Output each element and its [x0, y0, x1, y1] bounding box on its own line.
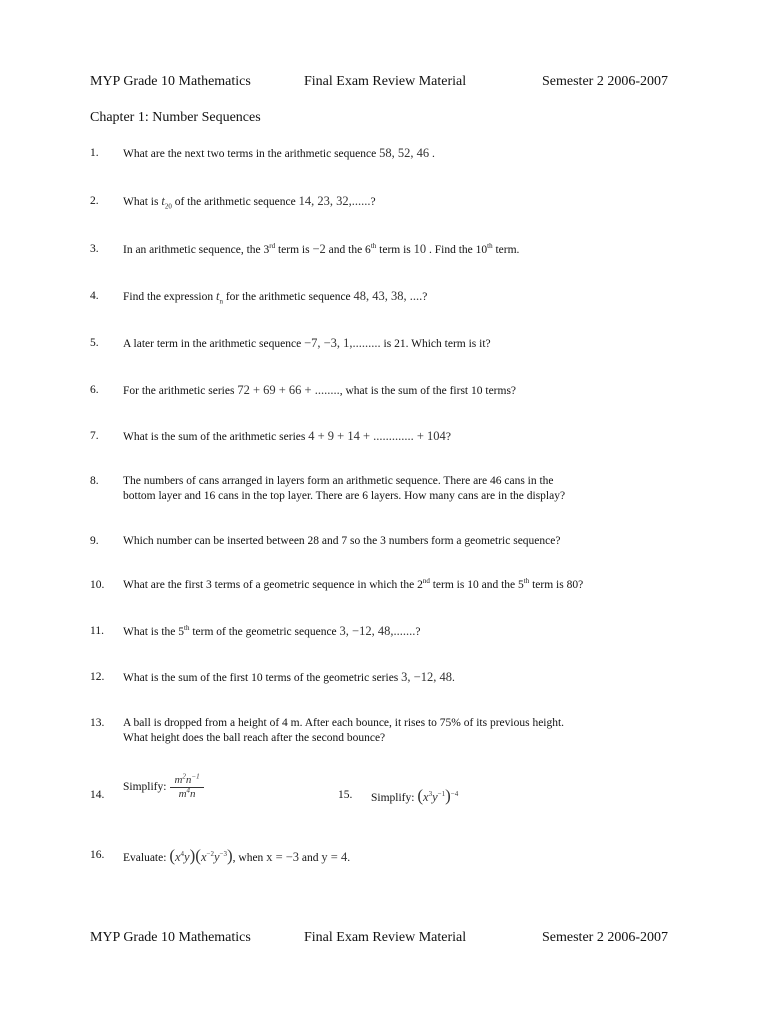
text: of the arithmetic sequence: [174, 196, 296, 208]
text: term of the geometric sequence: [192, 626, 337, 638]
math-series: 4 + 9 + 14 + ............. + 104: [308, 429, 446, 443]
math-var: t: [215, 289, 220, 303]
text: Simplify:: [371, 792, 415, 804]
math-var: x: [200, 850, 207, 864]
math-expression: $(x^3y^{-1})^{-4}$: [417, 786, 459, 805]
chapter-title: Chapter 1: Number Sequences: [90, 110, 261, 125]
math-value: −2: [312, 242, 326, 256]
text-line: A ball is dropped from a height of 4 m. After each bounce, it rises to 75% of its previous height.: [123, 717, 565, 729]
question-number: 6.: [90, 384, 99, 396]
math-sequence: −7, −3, 1,.........: [304, 336, 381, 350]
math-subscript: n: [219, 297, 223, 306]
text: .: [431, 148, 435, 160]
text: .: [347, 852, 351, 864]
question-text: [123, 670, 455, 686]
footer-course: MYP Grade 10 Mathematics: [90, 930, 251, 945]
text: term is: [277, 244, 310, 256]
math-var: t: [161, 194, 165, 208]
math-sequence: 48, 43, 38, ....: [353, 289, 423, 303]
question-number: 15.: [338, 789, 353, 801]
text: is 21. Which term is it?: [383, 338, 491, 350]
question-text: [123, 774, 208, 801]
question-number: 11.: [90, 625, 104, 637]
text-line: The numbers of cans arranged in layers form an arithmetic sequence. There are 46 cans in the: [123, 475, 554, 487]
math-value: 10: [413, 242, 427, 256]
header-course: MYP Grade 10 Mathematics: [90, 74, 251, 89]
math-var: m: [174, 774, 183, 786]
text: , what is the sum of the first 10 terms?: [339, 385, 517, 397]
question-text: Which number can be inserted between 28 and 7 so the 3 numbers form a geometric sequence?: [123, 535, 561, 547]
question-text: [123, 194, 376, 210]
text: What are the next two terms in the arithmetic sequence: [123, 148, 377, 160]
math-sequence: 3, −12, 48,.......: [339, 624, 416, 638]
question-number: 10.: [90, 579, 105, 591]
exponent: 3: [428, 789, 433, 798]
question-text: [123, 336, 491, 352]
exponent: −4: [450, 789, 459, 798]
math-series: 3, −12, 48: [401, 670, 452, 684]
math-condition: y = 4: [321, 850, 348, 864]
math-subscript: 20: [164, 202, 172, 211]
footer-title: Final Exam Review Material: [304, 930, 467, 945]
question-text: [123, 242, 519, 258]
exponent: 2: [182, 772, 186, 781]
text: Evaluate:: [123, 852, 167, 864]
question-number: 1.: [90, 147, 99, 159]
exponent: 4: [186, 786, 191, 795]
question-number: 12.: [90, 671, 105, 683]
math-var: y: [432, 790, 438, 804]
header-semester: Semester 2 2006-2007: [542, 74, 668, 89]
superscript: th: [370, 242, 377, 251]
question-number: 13.: [90, 717, 105, 729]
superscript: rd: [269, 242, 276, 251]
question-number: 16.: [90, 849, 105, 861]
math-fraction: [170, 774, 203, 801]
text: ?: [445, 431, 451, 443]
header-title: Final Exam Review Material: [304, 74, 467, 89]
text: What are the first 3 terms of a geometric sequence in which the 2: [123, 579, 423, 591]
question-text: [371, 788, 458, 806]
question-number: 2.: [90, 195, 99, 207]
text: for the arithmetic sequence: [225, 291, 351, 303]
text: . Find the 10: [429, 244, 488, 256]
text-line: What height does the ball reach after the second bounce?: [123, 732, 386, 744]
question-number: 8.: [90, 475, 99, 487]
question-text: [123, 383, 516, 399]
question-text: [123, 289, 427, 305]
page-header: [90, 74, 690, 94]
math-sequence: 14, 23, 32,......: [298, 194, 371, 208]
superscript: th: [487, 242, 493, 251]
text: For the arithmetic series: [123, 385, 235, 397]
math-sequence: 58, 52, 46: [379, 146, 430, 160]
exponent: 4: [180, 849, 185, 858]
text: term.: [495, 244, 520, 256]
text: .: [451, 672, 455, 684]
question-text: [123, 624, 420, 640]
question-text: [123, 474, 565, 504]
math-expression: $(x^4y)(x^{-2}y^{-3})$: [169, 846, 233, 865]
question-number: 9.: [90, 535, 99, 547]
superscript: nd: [422, 577, 430, 586]
text: , when: [232, 852, 264, 864]
text: and the 6: [328, 244, 371, 256]
exponent: −1: [191, 772, 200, 781]
text: term is: [379, 244, 411, 256]
text: What is: [123, 196, 159, 208]
superscript: th: [184, 624, 190, 633]
math-condition: x = −3: [266, 850, 300, 864]
question-number: 5.: [90, 337, 99, 349]
math-var: m: [178, 788, 187, 800]
text: Find the expression: [123, 291, 214, 303]
exponent: −3: [219, 849, 227, 858]
text: What is the sum of the first 10 terms of the geometric series: [123, 672, 399, 684]
question-number: 14.: [90, 789, 105, 801]
text: ?: [415, 626, 421, 638]
text: ?: [422, 291, 428, 303]
math-series: 72 + 69 + 66 + ........: [237, 383, 340, 397]
math-var: n: [185, 774, 192, 786]
text: Simplify:: [123, 781, 167, 794]
text: ?: [370, 196, 376, 208]
footer-semester: Semester 2 2006-2007: [542, 930, 668, 945]
math-term: [215, 289, 223, 306]
text: term is 80?: [532, 579, 584, 591]
text-line: bottom layer and 16 cans in the top layer. There are 6 layers. How many cans are in the display?: [123, 490, 566, 502]
question-number: 3.: [90, 243, 99, 255]
math-var: y: [184, 850, 190, 864]
question-number: 4.: [90, 290, 99, 302]
page-footer: [90, 930, 690, 950]
text: What is the sum of the arithmetic series: [123, 431, 306, 443]
exponent: −2: [206, 849, 214, 858]
question-text: [123, 716, 564, 746]
question-text: [123, 429, 451, 445]
text: What is the 5: [123, 626, 184, 638]
fraction-denominator: [170, 788, 203, 801]
exponent: −1: [437, 789, 446, 798]
question-number: 7.: [90, 430, 99, 442]
superscript: th: [523, 577, 530, 586]
math-var: x: [174, 850, 181, 864]
math-var: y: [213, 850, 220, 864]
math-var: x: [423, 790, 429, 804]
question-text: [123, 146, 435, 162]
math-var: n: [190, 788, 196, 800]
text: A later term in the arithmetic sequence: [123, 338, 302, 350]
math-term: [161, 194, 172, 211]
text: In an arithmetic sequence, the 3: [123, 244, 270, 256]
question-text: [123, 848, 350, 866]
text: and: [301, 852, 319, 864]
question-text: [123, 578, 583, 593]
text: term is 10 and the 5: [432, 579, 524, 591]
